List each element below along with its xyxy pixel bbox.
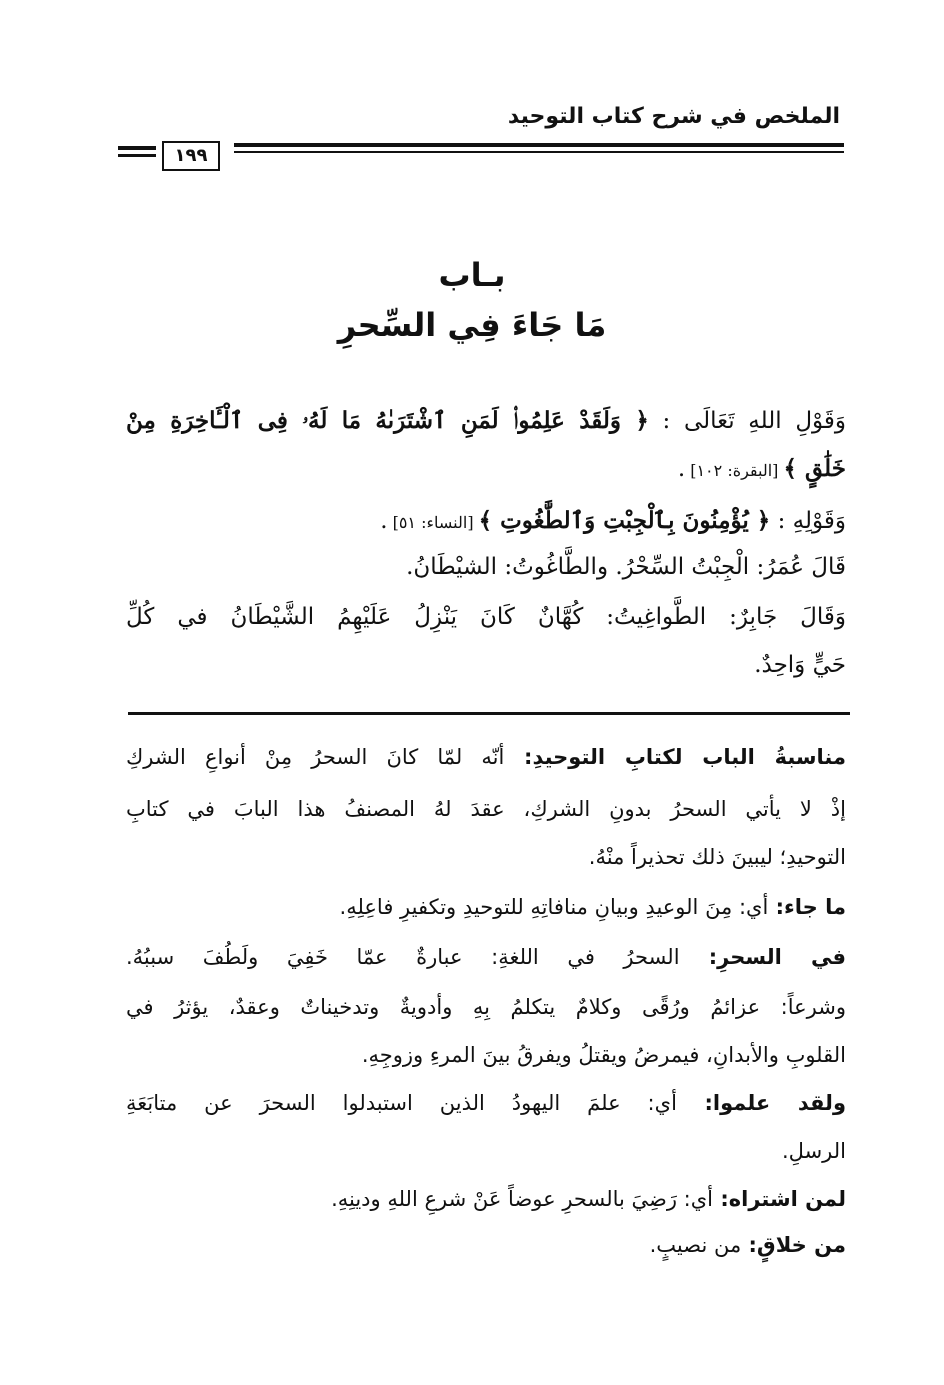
commentary-term: ما جاء: bbox=[768, 895, 846, 919]
commentary-line bbox=[126, 890, 846, 924]
evidence-lead: وَقَوْلِ اللهِ تَعَالَى : bbox=[648, 408, 847, 434]
commentary-text: أي: علمَ اليهودُ الذين استبدلوا السحرَ عن متابَعَةِ bbox=[126, 1091, 677, 1115]
commentary-line bbox=[126, 940, 846, 974]
evidence-line bbox=[126, 504, 846, 540]
commentary-line bbox=[126, 1228, 846, 1262]
evidence-line bbox=[126, 404, 846, 438]
commentary-text: أي: مِنَ الوعيدِ وبيانِ منافاتِهِ للتوحيدِ وتكفيرِ فاعِلِهِ. bbox=[339, 895, 769, 919]
header-rule bbox=[118, 154, 156, 157]
quran-verse: خَلَٰقٍ ﴾ bbox=[783, 455, 846, 482]
verse-reference: [البقرة: ١٠٢] bbox=[685, 461, 784, 480]
commentary-line bbox=[126, 740, 846, 774]
athar-line: قَالَ عُمَرُ: الْجِبْتُ السِّحْرُ. والطَّاغُوتُ: الشيْطَانُ. bbox=[406, 554, 846, 580]
header-rule bbox=[234, 151, 844, 153]
commentary-line bbox=[126, 1086, 846, 1120]
commentary-line: وشرعاً: عزائمُ ورُقًى وكلامٌ يتكلمُ بِهِ وأدويةٌ وتدخيناتٌ وعقدٌ، يؤثرُ في bbox=[126, 995, 846, 1019]
commentary-term: من خلاقٍ: bbox=[741, 1233, 846, 1257]
evidence-lead: وَقَوْلِهِ : bbox=[770, 508, 846, 534]
athar-line: وَقَالَ جَابِرٌ: الطَّواغِيتُ: كُهَّانٌ كَانَ يَنْزِلُ عَلَيْهِمُ الشَّيْطَانُ في كُلِّ bbox=[126, 604, 846, 630]
commentary-term: ولقد علموا: bbox=[676, 1091, 846, 1115]
header-rule bbox=[234, 143, 844, 147]
commentary-text: أنّه لمّا كانَ السحرُ مِنْ أنواعِ الشركِ bbox=[126, 745, 505, 769]
commentary-term: لمن اشتراه: bbox=[713, 1187, 846, 1211]
athar-line: حَيٍّ وَاحِدٌ. bbox=[754, 652, 846, 678]
commentary-term: مناسبةُ الباب لكتابِ التوحيدِ: bbox=[504, 745, 846, 769]
commentary-line: القلوبِ والأبدانِ، فيمرضُ ويقتلُ ويفرقُ بينَ المرءِ وزوجِهِ. bbox=[361, 1043, 846, 1067]
commentary-line: الرسلِ. bbox=[782, 1139, 846, 1163]
page-number: ١٩٩ bbox=[162, 141, 220, 171]
chapter-title: مَا جَاءَ فِي السِّحرِ bbox=[337, 306, 607, 344]
chapter-label: بـاب bbox=[438, 256, 506, 294]
quran-verse: ﴿ يُؤْمِنُونَ بِٱلْجِبْتِ وَٱلطَّٰغُوتِ ﴾ bbox=[478, 507, 771, 534]
punctuation: . bbox=[677, 456, 686, 482]
commentary-text: أي: رَضِيَ بالسحرِ عوضاً عَنْ شرعِ اللهِ ودينِهِ. bbox=[331, 1187, 714, 1211]
commentary-line bbox=[126, 1182, 846, 1216]
verse-reference: [النساء: ٥١] bbox=[387, 513, 479, 532]
commentary-text: السحرُ في اللغةِ: عبارةٌ عمّا خَفِيَ ولَطُفَ سببُهُ. bbox=[126, 945, 680, 969]
section-divider bbox=[128, 712, 850, 715]
punctuation: . bbox=[380, 508, 388, 534]
evidence-line bbox=[126, 452, 846, 488]
commentary-text: من نصيبٍ. bbox=[649, 1233, 742, 1257]
commentary-line: التوحيدِ؛ ليبينَ ذلك تحذيراً منْهُ. bbox=[588, 845, 846, 869]
quran-verse: ﴿ وَلَقَدْ عَلِمُوا۟ لَمَنِ ٱشْتَرَىٰهُ مَا لَهُۥ فِى ٱلْـَٔاخِرَةِ مِنْ bbox=[126, 407, 649, 434]
header-rule bbox=[118, 146, 156, 150]
commentary-term: في السحرِ: bbox=[679, 945, 846, 969]
commentary-line: إذْ لا يأتي السحرُ بدونِ الشركِ، عقدَ لهُ المصنفُ هذا البابَ في كتابِ bbox=[126, 797, 846, 821]
running-title: الملخص في شرح كتاب التوحيد bbox=[507, 104, 840, 129]
